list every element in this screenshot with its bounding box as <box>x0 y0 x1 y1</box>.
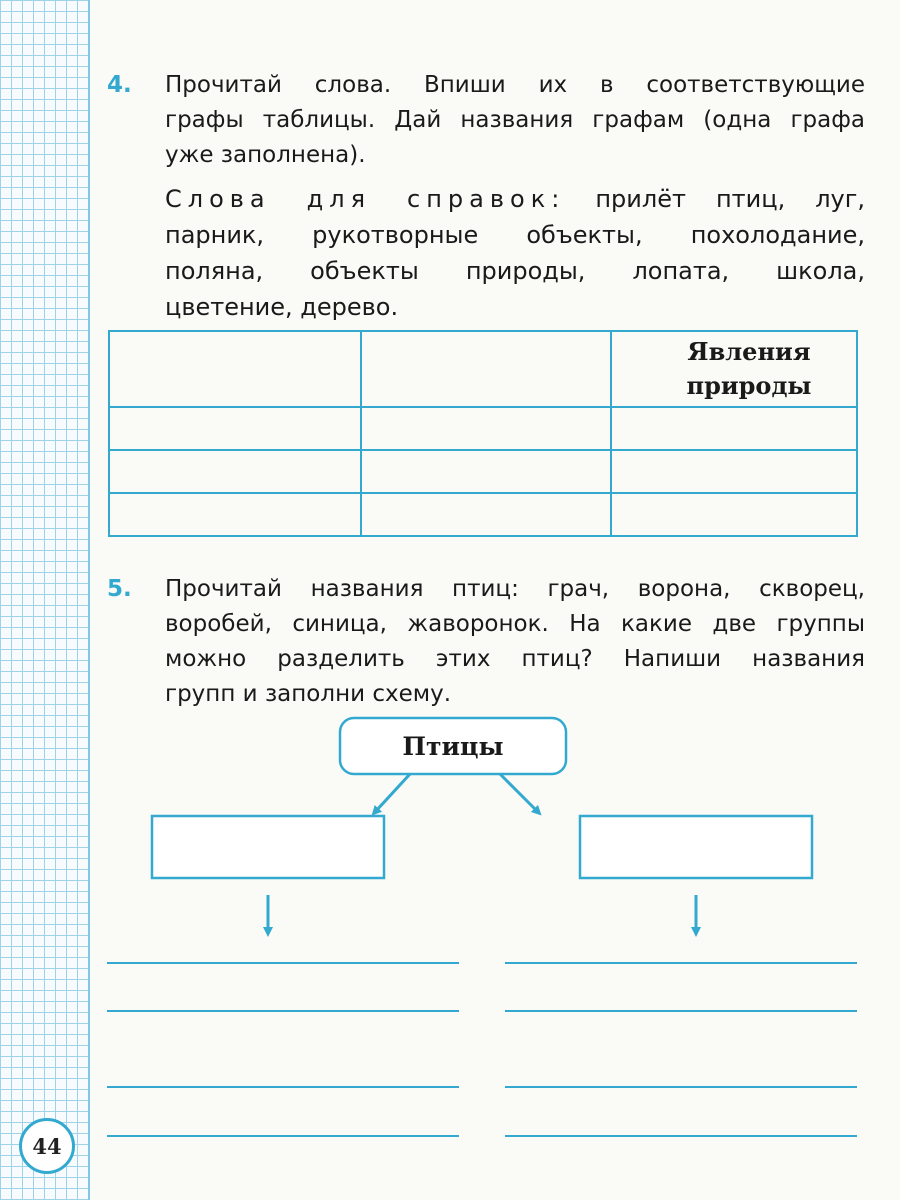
reference-words-line: цветение, дерево. <box>165 293 399 321</box>
reference-words-line: поляна, объекты природы, лопата, школа, <box>165 257 865 285</box>
task-4-instruction-line: уже заполнена). <box>165 142 366 168</box>
task-5-number: 5. <box>107 576 132 602</box>
writing-line-right[interactable] <box>505 962 857 964</box>
reference-words-line: прилёт птиц, луг, <box>595 185 865 213</box>
table-header-cell-filled: Явления природы <box>611 331 857 407</box>
writing-line-right[interactable] <box>505 1010 857 1012</box>
reference-words-line: парник, рукотворные объекты, похолодание, <box>165 221 865 249</box>
group-box-left[interactable] <box>152 816 384 878</box>
arrow-right <box>500 774 538 812</box>
reference-label: Слова для справок: <box>165 185 566 213</box>
writing-line-left[interactable] <box>107 1135 459 1137</box>
writing-line-right[interactable] <box>505 1086 857 1088</box>
writing-line-left[interactable] <box>107 1010 459 1012</box>
task-5-instruction-line: Прочитай названия птиц: грач, ворона, скворец, <box>165 576 865 602</box>
writing-line-left[interactable] <box>107 962 459 964</box>
arrow-left <box>375 774 410 812</box>
task-4-instruction-line: графы таблицы. Дай названия графам (одна графа <box>165 107 865 133</box>
scheme-root-label: Птицы <box>402 731 504 761</box>
group-box-right[interactable] <box>580 816 812 878</box>
task-5-instruction-line: групп и заполни схему. <box>165 681 452 707</box>
writing-line-left[interactable] <box>107 1086 459 1088</box>
task-5-instruction-line: можно разделить этих птиц? Напиши названия <box>165 646 865 672</box>
page-number: 44 <box>19 1118 75 1174</box>
task-4-instruction-line: Прочитай слова. Впиши их в соответствующие <box>165 72 865 98</box>
task-5-instruction-line: воробей, синица, жаворонок. На какие две группы <box>165 611 865 637</box>
task-4-number: 4. <box>107 72 132 98</box>
writing-line-right[interactable] <box>505 1135 857 1137</box>
